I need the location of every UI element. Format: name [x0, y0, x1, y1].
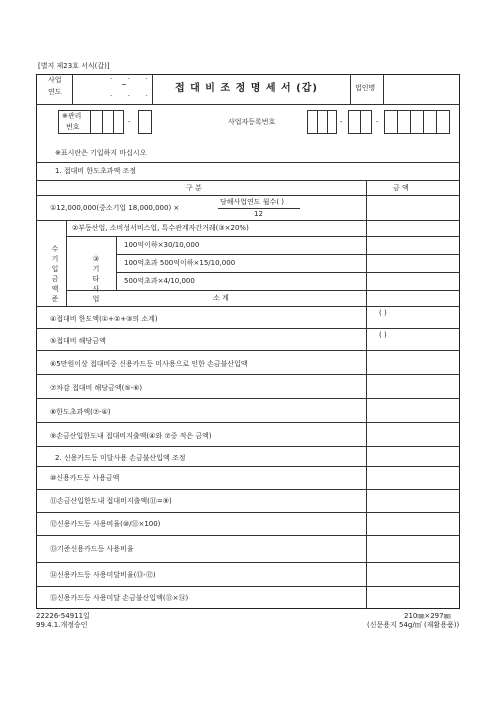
- side-label: 수 기 입 금 액 준: [51, 245, 59, 303]
- year-dots-top: · · ·: [110, 75, 148, 83]
- biz-reg-part3[interactable]: [384, 110, 450, 134]
- row9-text: ⑨손금산입한도내 접대비지출액(④와 ⑦중 적은 금액): [50, 432, 212, 440]
- other-business-label: ③ 기 타 사 업: [92, 255, 100, 303]
- row13-text: ⑬기준신용카드등 사용비율: [50, 545, 134, 553]
- row11-text: ⑪손금산입한도내 접대비지출액(⑪=⑨): [50, 497, 172, 505]
- row12-text: ⑫신용카드등 사용비율(⑩/⑪×100): [50, 520, 161, 528]
- tier2-text: 100억초과 500억이하×15/10,000: [124, 259, 236, 267]
- row5-paren: ( ): [379, 331, 387, 339]
- mgmt-number-suffix[interactable]: [138, 110, 152, 134]
- footer-paper: (신문용지 54g/㎡ (재활용품)): [367, 621, 460, 629]
- form-title: 접 대 비 조 정 명 세 서 (갑): [175, 83, 318, 94]
- year-label-1: 사업: [48, 76, 62, 84]
- footer-code: 22226-54911일: [36, 612, 90, 620]
- section2-title: 2. 신용카드등 미달사용 손금불산입액 조정: [55, 454, 186, 462]
- section1-title: 1. 접대비 한도초과액 조정: [55, 167, 136, 175]
- mgmt-label-2: 번호: [66, 123, 80, 131]
- year-label-2: 연도: [48, 88, 62, 96]
- footer-approved: 99.4.1.개정승인: [36, 621, 88, 629]
- row15-text: ⑮신용카드등 사용미달 손금불산입액(⑪×⑭): [50, 594, 189, 602]
- row1-text: ①12,000,000(중소기업 18,000,000) ×: [50, 204, 180, 212]
- tier3-text: 500억초과×4/10,000: [124, 277, 195, 285]
- corp-name-label: 법인명: [355, 84, 376, 92]
- row4-text: ④접대비 한도액(①+②+③의 소계): [50, 315, 158, 323]
- subtotal-label: 소 계: [213, 294, 229, 302]
- row1-numerator: 당해사업연도 월수( ): [220, 198, 285, 206]
- row8-text: ⑧한도초과액(⑦-④): [50, 408, 111, 416]
- note-text: ※표시란은 기입하지 마십시오: [55, 149, 147, 157]
- row1-denominator: 12: [254, 210, 263, 218]
- row2-text: ②부동산업, 소비성서비스업, 특수관계자간거래(③×20%): [72, 224, 249, 232]
- col-category: 구 분: [186, 184, 202, 192]
- biz-reg-label: 사업자등록번호: [228, 118, 276, 126]
- row7-text: ⑦차감 접대비 해당금액(⑤-⑥): [50, 384, 143, 392]
- row10-text: ⑩신용카드등 사용금액: [50, 474, 120, 482]
- col-amount: 금 액: [393, 184, 409, 192]
- footer-size: 210㎜×297㎜: [404, 612, 451, 620]
- row4-paren: ( ): [379, 309, 387, 317]
- year-dots-bottom: · · ·: [110, 92, 148, 100]
- biz-reg-part1[interactable]: [307, 110, 337, 134]
- tier1-text: 100억이하×30/10,000: [124, 241, 200, 249]
- row5-text: ⑤접대비 해당금액: [50, 337, 106, 345]
- row14-text: ⑭신용카드등 사용미달비율(⑬-⑫): [50, 571, 156, 579]
- form-id: [별지 제23호 서식(갑)]: [38, 62, 110, 70]
- row6-text: ⑥5만원이상 접대비중 신용카드등 미사용으로 인한 손금불산입액: [50, 360, 248, 368]
- mgmt-label-1: ※관리: [62, 112, 82, 120]
